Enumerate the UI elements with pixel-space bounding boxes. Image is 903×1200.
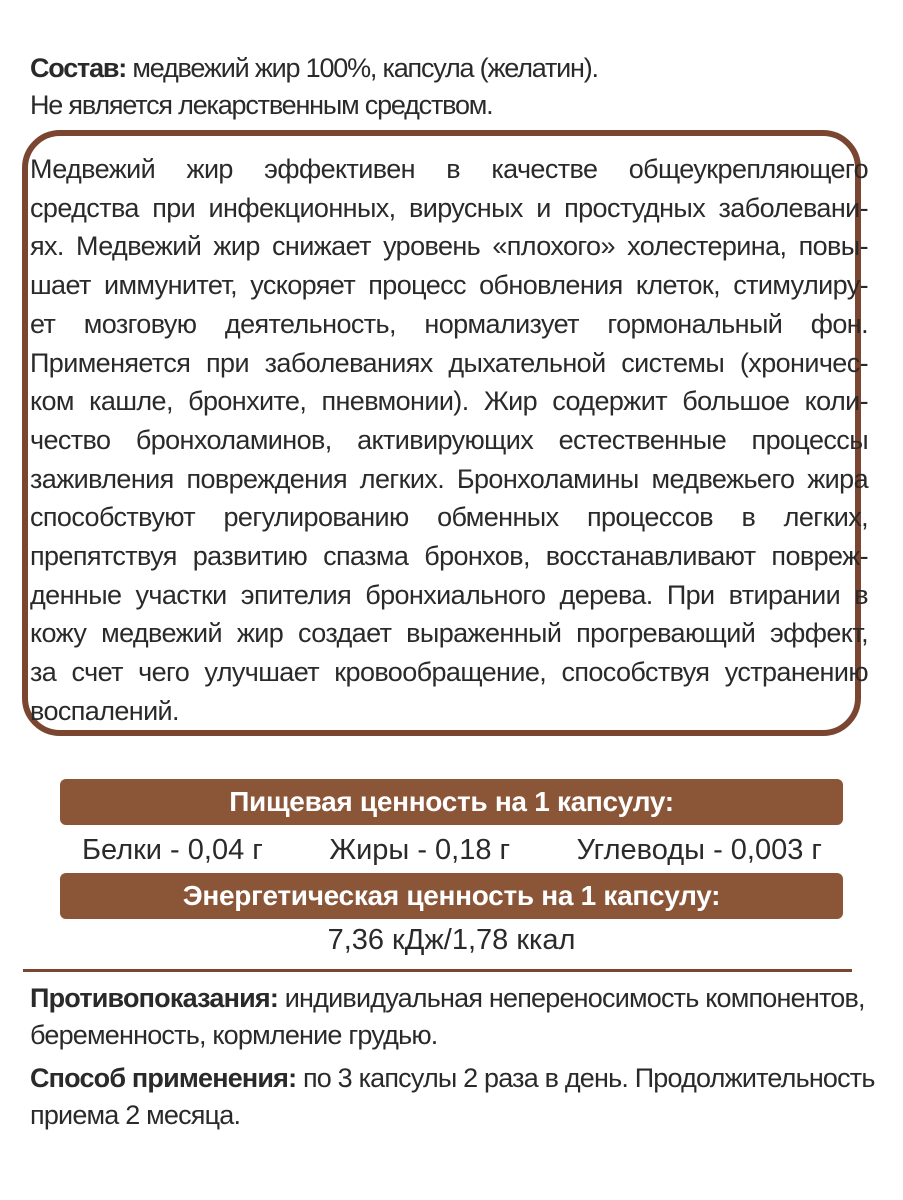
description-line: заживления повреждения легких. Бронхоламины медвежьего жира	[30, 463, 868, 494]
description-line: способствуют регулированию обменных процессов в легких,	[30, 502, 868, 533]
description-line: за счет чего улучшает кровообращение, способствуя устранению	[30, 657, 868, 688]
description-line: денные участки эпителия бронхиального дерева. При втирании в	[30, 579, 868, 610]
description-line: ях. Медвежий жир снижает уровень «плохого» холестерина, повы-	[30, 231, 868, 262]
contraindications-label: Противопоказания:	[30, 983, 279, 1013]
composition-line	[30, 50, 880, 87]
description-line: чество бронхоламинов, активирующих естественные процессы	[30, 424, 868, 455]
description-text	[30, 150, 868, 731]
composition-block	[30, 50, 880, 124]
description-line: воспалений.	[30, 695, 179, 726]
fats-value: Жиры - 0,18 г	[329, 833, 511, 866]
usage-block	[30, 1060, 880, 1134]
proteins-value: Белки - 0,04 г	[82, 833, 263, 866]
contraindications-block	[30, 980, 880, 1054]
energy-title-bar	[60, 873, 843, 919]
carbs-value: Углеводы - 0,003 г	[576, 833, 822, 866]
energy-value: 7,36 кДж/1,78 ккал	[327, 924, 576, 956]
description-line: шает иммунитет, ускоряет процесс обновления клеток, стимулиру-	[30, 270, 868, 301]
contraindications-line-2: беременность, кормление грудью.	[30, 1020, 438, 1050]
not-medicine-note: Не является лекарственным средством.	[30, 90, 493, 120]
composition-text: медвежий жир 100%, капсула (желатин).	[126, 53, 598, 83]
usage-line	[30, 1060, 875, 1097]
nutrition-title: Пищевая ценность на 1 капсулу:	[229, 786, 674, 817]
composition-label: Состав:	[30, 53, 127, 83]
description-line: кожу медвежий жир создает выраженный прогревающий эффект,	[30, 618, 868, 649]
description-line: средства при инфекционных, вирусных и простудных заболевани-	[30, 192, 868, 223]
energy-title: Энергетическая ценность на 1 капсулу:	[182, 880, 721, 911]
divider	[23, 969, 852, 972]
usage-text: по 3 капсулы 2 раза в день. Продолжительность	[296, 1063, 875, 1093]
description-line: Применяется при заболеваниях дыхательной системы (хроничес-	[30, 347, 868, 378]
description-line: Медвежий жир эффективен в качестве общеукрепляющего	[30, 154, 868, 184]
nutrition-title-bar	[60, 779, 843, 825]
description-line: препятствуя развитию спазма бронхов, восстанавливают повреж-	[30, 541, 868, 572]
description-line: ком кашле, бронхите, пневмонии). Жир содержит большое коли-	[30, 386, 868, 417]
nutrition-values	[82, 830, 822, 870]
usage-label: Способ применения:	[30, 1063, 297, 1093]
description-line: ет мозговую деятельность, нормализует гормональный фон.	[30, 308, 868, 339]
usage-line-2: приема 2 месяца.	[30, 1100, 241, 1130]
contraindications-line	[30, 980, 880, 1017]
contraindications-text: индивидуальная непереносимость компонентов,	[278, 983, 865, 1013]
